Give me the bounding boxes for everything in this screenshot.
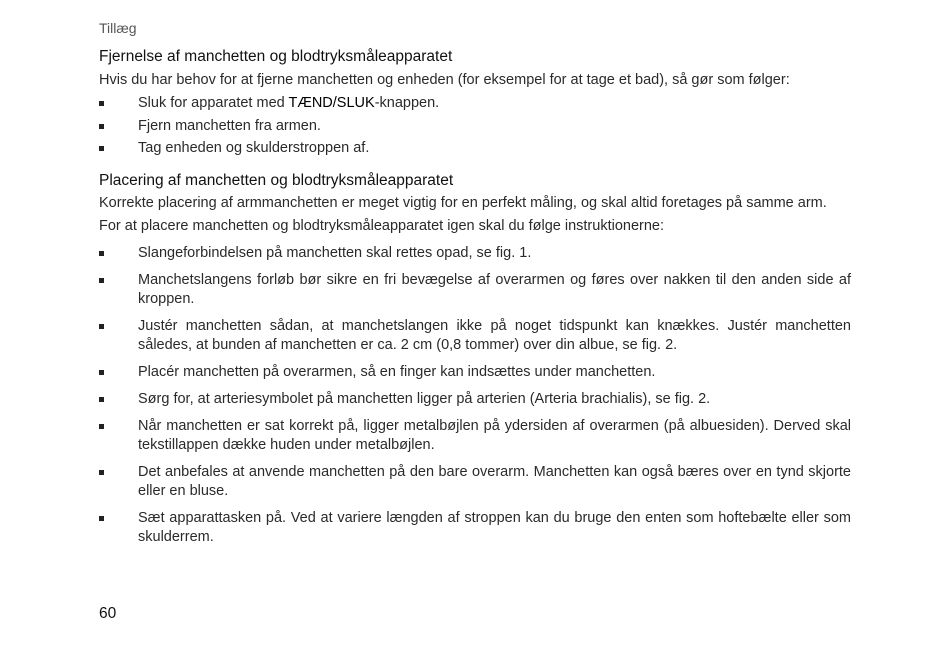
list-item: [99, 117, 851, 136]
list-item-text: Sørg for, at arteriesymbolet på manchetten ligger på arterien (Arteria brachialis), se fig. 2.: [138, 391, 711, 407]
list-item: [99, 390, 851, 409]
running-header: Tillæg: [99, 20, 137, 36]
document-page: [99, 0, 851, 659]
section-title-placement: Placering af manchetten og blodtryksmåleapparatet: [99, 172, 454, 189]
list-item: [99, 417, 851, 455]
page-number: 60: [99, 605, 117, 622]
list-item-text: Manchetslangens forløb bør sikre en fri bevægelse af overarmen og føres over nakken til den anden side af kroppen.: [138, 272, 851, 307]
bullet-square-icon: [99, 101, 104, 106]
bullet-square-icon: [99, 470, 104, 475]
placement-steps-list: [99, 244, 851, 555]
list-item: [99, 271, 851, 309]
list-item-text: Sæt apparattasken på. Ved at variere længden af stroppen kan du bruge den enten som hoftebælte eller som skulderrem.: [138, 510, 851, 545]
bullet-square-icon: [99, 516, 104, 521]
bullet-square-icon: [99, 424, 104, 429]
list-item: [99, 139, 851, 158]
section-title-removal: Fjernelse af manchetten og blodtryksmåleapparatet: [99, 48, 453, 65]
list-item: [99, 363, 851, 382]
bullet-square-icon: [99, 146, 104, 151]
placement-intro-2: For at placere manchetten og blodtryksmåleapparatet igen skal du følge instruktionerne:: [99, 218, 665, 234]
bullet-square-icon: [99, 370, 104, 375]
list-item-text-part: Sluk for apparatet med: [138, 95, 289, 111]
list-item: [99, 94, 851, 113]
removal-steps-list: [99, 94, 851, 162]
list-item: [99, 509, 851, 547]
list-item: [99, 463, 851, 501]
list-item-text: Placér manchetten på overarmen, så en finger kan indsættes under manchetten.: [138, 364, 656, 380]
list-item-text: Fjern manchetten fra armen.: [138, 117, 321, 134]
list-item: [99, 317, 851, 355]
bullet-square-icon: [99, 278, 104, 283]
list-item-text: Slangeforbindelsen på manchetten skal rettes opad, se fig. 1.: [138, 245, 532, 261]
list-item: [99, 244, 851, 263]
list-item-text-part: -knappen.: [374, 95, 440, 111]
power-button-label: TÆND/SLUK: [288, 95, 375, 111]
list-item-text: Justér manchetten sådan, at manchetslangen ikke på noget tidspunkt kan knækkes. Justér manchetten således, at bunden af manchetten er ca. 2 cm (0,8 tommer) over din albue, se fig. 2.: [138, 318, 851, 353]
list-item-text: Det anbefales at anvende manchetten på den bare overarm. Manchetten kan også bæres over en tynd skjorte eller en bluse.: [138, 464, 851, 499]
list-item-text: Når manchetten er sat korrekt på, ligger metalbøjlen på ydersiden af overarmen (på albuesiden). Derved skal tekstillappen dække huden under metalbøjlen.: [138, 418, 851, 453]
bullet-square-icon: [99, 251, 104, 256]
bullet-square-icon: [99, 124, 104, 129]
removal-intro: Hvis du har behov for at fjerne manchetten og enheden (for eksempel for at tage et bad), så gør som følger:: [99, 72, 790, 88]
bullet-square-icon: [99, 324, 104, 329]
list-item-text: Tag enheden og skulderstroppen af.: [138, 140, 370, 156]
bullet-square-icon: [99, 397, 104, 402]
placement-intro-1: Korrekte placering af armmanchetten er meget vigtig for en perfekt måling, og skal altid foretages på samme arm.: [99, 195, 827, 211]
list-item-text: [138, 94, 851, 113]
